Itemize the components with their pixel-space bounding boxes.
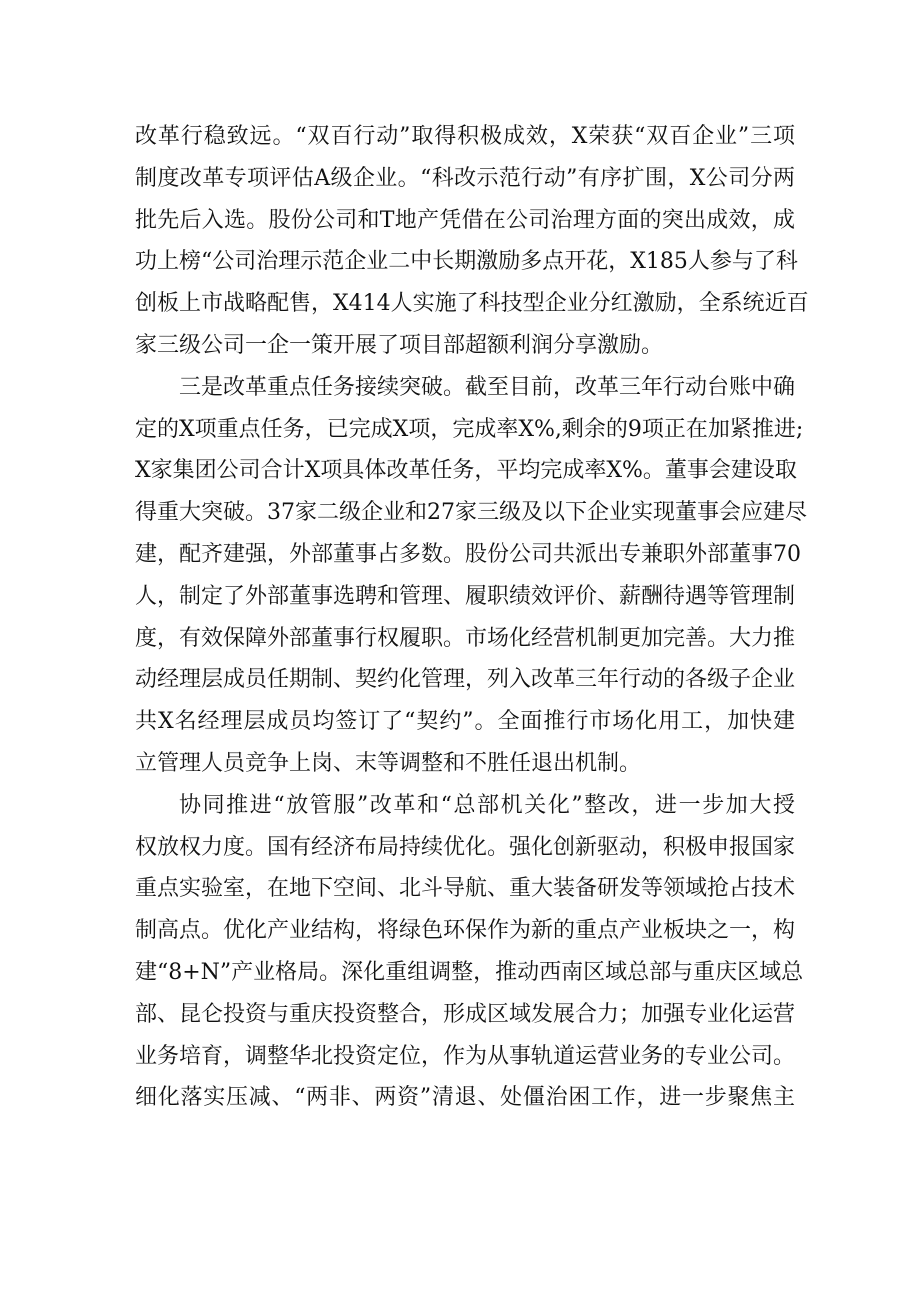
- text-line: 定的X项重点任务，已完成X项，完成率X%,剩余的9项正在加紧推进;: [135, 416, 804, 442]
- text-line: 建，配齐建强，外部董事占多数。股份公司共派出专兼职外部董事70: [135, 541, 801, 567]
- text-line: 细化落实压减、“两非、两资”清退、处僵治困工作，进一步聚焦主: [135, 1085, 795, 1111]
- text-line: 重点实验室，在地下空间、北斗导航、重大装备研发等领域抢占技术: [135, 876, 796, 902]
- text-line: X家集团公司合计X项具体改革任务，平均完成率X%。董事会建设取: [135, 458, 797, 484]
- text-line: 三是改革重点任务接续突破。截至目前，改革三年行动台账中确: [179, 374, 796, 400]
- text-line: 权放权力度。国有经济布局持续优化。强化创新驱动，积极申报国家: [135, 834, 796, 860]
- text-line: 动经理层成员任期制、契约化管理，列入改革三年行动的各级子企业: [135, 667, 796, 693]
- paragraph-2: [135, 367, 807, 785]
- text-line: 立管理人员竞争上岗、末等调整和不胜任退出机制。: [135, 750, 642, 776]
- text-line: 创板上市战略配售，X414人实施了科技型企业分红激励，全系统近百: [135, 291, 809, 317]
- text-line: 协同推进“放管服”改革和“总部机关化”整改，进一步加大授: [179, 792, 795, 818]
- paragraph-3: [135, 785, 804, 1119]
- text-line: 共X名经理层成员均签订了“契约”。全面推行市场化用工，加快建: [135, 709, 795, 735]
- text-line: 功上榜“公司治理示范企业二中长期激励多点开花，X185人参与了科: [135, 249, 798, 275]
- text-line: 改革行稳致远。“双百行动”取得积极成效，X荣获“双百企业”三项: [135, 124, 795, 149]
- text-line: 业务培育，调整华北投资定位，作为从事轨道运营业务的专业公司。: [135, 1043, 796, 1069]
- text-line: 人，制定了外部董事选聘和管理、履职绩效评价、薪酬待遇等管理制: [135, 583, 796, 609]
- text-line: 制度改革专项评估A级企业。“科改示范行动”有序扩围，X公司分两: [135, 165, 795, 191]
- text-line: 部、昆仑投资与重庆投资整合，形成区域发展合力；加强专业化运营: [135, 1001, 796, 1027]
- text-line: 批先后入选。股份公司和T地产凭借在公司治理方面的突出成效，成: [135, 207, 795, 233]
- text-line: 制高点。优化产业结构，将绿色环保作为新的重点产业板块之一，构: [135, 918, 796, 944]
- document-body: [135, 116, 809, 1119]
- text-line: 度，有效保障外部董事行权履职。市场化经营机制更加完善。大力推: [135, 625, 796, 651]
- text-line: 家三级公司一企一策开展了项目部超额利润分享激励。: [135, 332, 664, 358]
- paragraph-1: [135, 116, 809, 367]
- text-line: 建“8+N”产业格局。深化重组调整，推动西南区域总部与重庆区域总: [135, 959, 804, 985]
- text-line: 得重大突破。37家二级企业和27家三级及以下企业实现董事会应建尽: [135, 500, 807, 526]
